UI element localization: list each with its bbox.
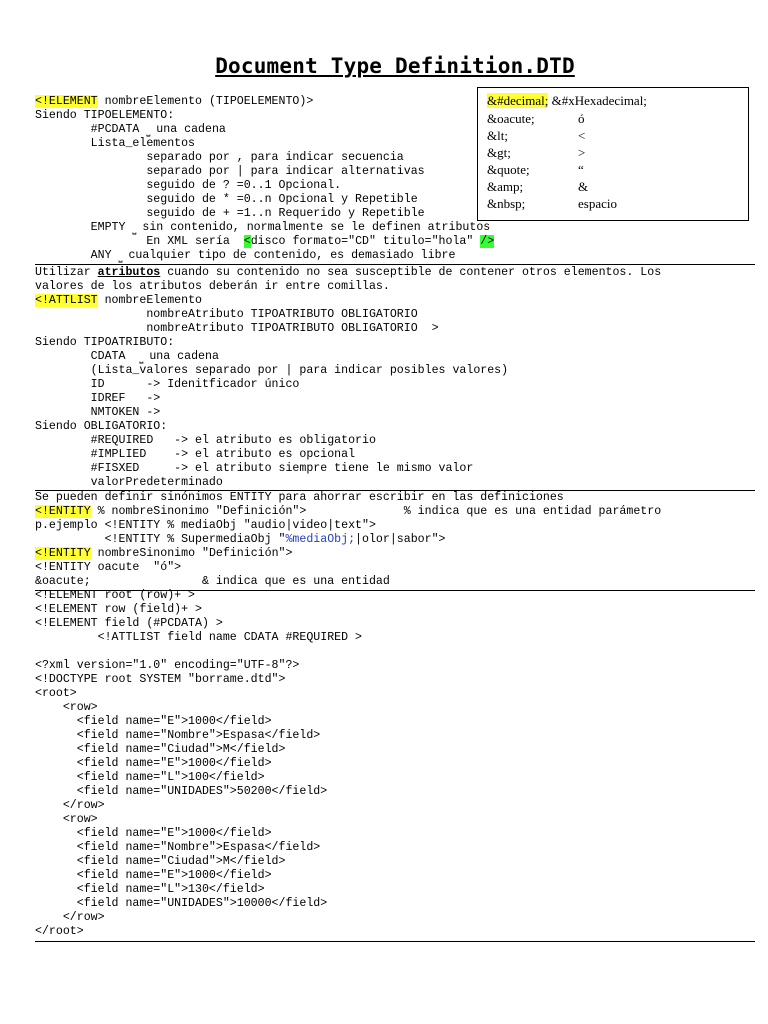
xml-line: <field name="Ciudad">M</field> — [35, 743, 286, 756]
attlist-line: #REQUIRED -> el atributo es obligatorio — [35, 434, 376, 447]
xml-line: <field name="E">1000</field> — [35, 757, 272, 770]
highlight-green: < — [243, 235, 251, 248]
xml-line: <field name="E">1000</field> — [35, 869, 272, 882]
entity-row — [487, 144, 747, 161]
page-title: Document Type Definition.DTD — [215, 54, 575, 78]
attlist-line: Siendo OBLIGATORIO: — [35, 420, 168, 433]
element-line: seguido de + =1..n Requerido y Repetible — [35, 207, 425, 220]
xml-line: <field name="UNIDADES">50200</field> — [35, 785, 328, 798]
xml-line: <field name="UNIDADES">10000</field> — [35, 897, 328, 910]
code-text: ANY — [35, 249, 119, 262]
xml-line: <row> — [35, 813, 98, 826]
code-text: cualquier tipo de contenido, es demasiado libre — [121, 249, 456, 262]
entity-keyword: <!ENTITY — [35, 505, 91, 518]
code-text: EMPTY — [35, 221, 133, 234]
attlist-line: IDREF -> — [35, 392, 161, 405]
entity-code: &amp; — [487, 179, 524, 194]
dtd-line: <!ELEMENT field (#PCDATA) > — [35, 617, 223, 630]
xml-line: </row> — [35, 799, 105, 812]
element-line: seguido de ? =0..1 Opcional. — [35, 179, 342, 192]
xml-line: </row> — [35, 911, 105, 924]
entity-row — [487, 161, 747, 178]
xml-line: <field name="Nombre">Espasa</field> — [35, 729, 321, 742]
code-text: una cadena — [149, 123, 226, 136]
attlist-line: Siendo TIPOATRIBUTO: — [35, 336, 175, 349]
xml-line: <field name="Nombre">Espasa</field> — [35, 841, 321, 854]
entity-value: > — [578, 145, 586, 160]
xml-line: <field name="E">1000</field> — [35, 827, 272, 840]
code-text: nombreSinonimo "Definición"> — [90, 547, 293, 560]
highlight-green: /> — [480, 235, 495, 248]
xml-line: <field name="L">100</field> — [35, 771, 265, 784]
entity-keyword: <!ENTITY — [35, 547, 91, 560]
entity-line: p.ejemplo <!ENTITY % mediaObj "audio|video|text"> — [35, 519, 376, 532]
element-line: Siendo TIPOELEMENTO: — [35, 109, 175, 122]
code-text: nombreElemento — [97, 294, 202, 307]
attlist-line — [35, 350, 219, 364]
xml-line: <field name="E">1000</field> — [35, 715, 272, 728]
entity-line — [35, 533, 446, 547]
section-divider — [35, 941, 755, 942]
entity-code: &gt; — [487, 145, 511, 160]
attlist-line — [35, 294, 202, 308]
enter-key-icon: ⎵ — [139, 354, 143, 365]
attlist-line: #IMPLIED -> el atributo es opcional — [35, 448, 356, 461]
code-text: cuando su contenido no sea susceptible de contener otros elementos. Los — [160, 266, 662, 279]
xml-line: <field name="L">130</field> — [35, 883, 265, 896]
dtd-line: <!ATTLIST field name CDATA #REQUIRED > — [35, 631, 362, 644]
enter-key-icon: ⎵ — [146, 127, 150, 138]
element-line — [35, 95, 313, 109]
element-line: seguido de * =0..n Opcional y Repetible — [35, 193, 418, 206]
entity-value: & — [578, 179, 589, 194]
xml-line: </root> — [35, 925, 84, 938]
xml-line: <row> — [35, 701, 98, 714]
xml-line: <root> — [35, 687, 77, 700]
xml-line: <field name="Ciudad">M</field> — [35, 855, 286, 868]
element-line: separado por , para indicar secuencia — [35, 151, 404, 164]
entity-value: ó — [578, 111, 585, 126]
xml-line: <!DOCTYPE root SYSTEM "borrame.dtd"> — [35, 673, 286, 686]
entity-row — [487, 110, 747, 127]
entity-reference-box — [477, 87, 749, 221]
attlist-keyword: <!ATTLIST — [35, 294, 98, 307]
attlist-line: nombreAtributo TIPOATRIBUTO OBLIGATORIO — [35, 308, 418, 321]
code-text: #PCDATA — [35, 123, 147, 136]
entity-code: &nbsp; — [487, 196, 526, 211]
dtd-line: <!ELEMENT row (field)+ > — [35, 603, 202, 616]
xml-line: <?xml version="1.0" encoding="UTF-8"?> — [35, 659, 300, 672]
entity-line: &oacute; & indica que es una entidad — [35, 575, 390, 588]
attlist-line: (Lista_valores separado por | para indicar posibles valores) — [35, 364, 509, 377]
code-text: sin contenido, normalmente se le definen atributos — [135, 221, 491, 234]
code-text: % nombreSinonimo "Definición"> % indica que es una entidad parámetro — [90, 505, 662, 518]
code-text: disco formato="CD" titulo="hola" — [250, 235, 481, 248]
code-text: CDATA — [35, 350, 140, 363]
attlist-line: #FISXED -> el atributo siempre tiene le mismo valor — [35, 462, 474, 475]
entity-value: “ — [578, 162, 584, 177]
attlist-line: ID -> Idenitficador único — [35, 378, 300, 391]
enter-key-icon: ⎵ — [132, 225, 136, 236]
decimal-entity-label: &#decimal; — [487, 93, 549, 108]
entity-value: < — [578, 128, 586, 143]
element-syntax: nombreElemento (TIPOELEMENTO)> — [97, 95, 314, 108]
element-keyword: <!ELEMENT — [35, 95, 98, 108]
dtd-line: <!ELEMENT root (row)+ > — [35, 589, 196, 602]
entity-code: &lt; — [487, 128, 508, 143]
entity-line — [35, 547, 292, 561]
element-line — [35, 235, 494, 249]
attlist-line — [35, 266, 661, 280]
code-text: una cadena — [142, 350, 219, 363]
element-line — [35, 249, 455, 263]
element-line: separado por | para indicar alternativas — [35, 165, 425, 178]
code-text: En XML sería — [35, 235, 244, 248]
attlist-line: valorPredeterminado — [35, 476, 223, 489]
attlist-line: nombreAtributo TIPOATRIBUTO OBLIGATORIO > — [35, 322, 439, 335]
code-text: Utilizar — [35, 266, 98, 279]
element-line: Lista_elementos — [35, 137, 196, 150]
code-text: |olor|sabor"> — [355, 533, 446, 546]
attlist-line: valores de los atributos deberán ir entre comillas. — [35, 280, 390, 293]
code-text: <!ENTITY % SupermediaObj " — [35, 533, 286, 546]
attlist-line: NMTOKEN -> — [35, 406, 161, 419]
entity-box-header — [487, 92, 747, 109]
element-line — [35, 123, 226, 137]
entity-row — [487, 195, 747, 212]
entity-line: Se pueden definir sinónimos ENTITY para ahorrar escribir en las definiciones — [35, 491, 564, 504]
entity-code: &quote; — [487, 162, 530, 177]
element-line — [35, 221, 490, 235]
entity-row — [487, 127, 747, 144]
entity-row — [487, 178, 747, 195]
underlined-term: atributos — [97, 266, 161, 279]
entity-line — [35, 505, 661, 519]
section-divider — [35, 264, 755, 265]
entity-reference: %mediaObj; — [285, 533, 356, 546]
hex-entity-label: &#xHexadecimal; — [548, 93, 647, 108]
entity-code: &oacute; — [487, 111, 535, 126]
enter-key-icon: ⎵ — [118, 253, 122, 264]
entity-value: espacio — [578, 196, 617, 211]
entity-line: <!ENTITY oacute "ó"> — [35, 561, 182, 574]
